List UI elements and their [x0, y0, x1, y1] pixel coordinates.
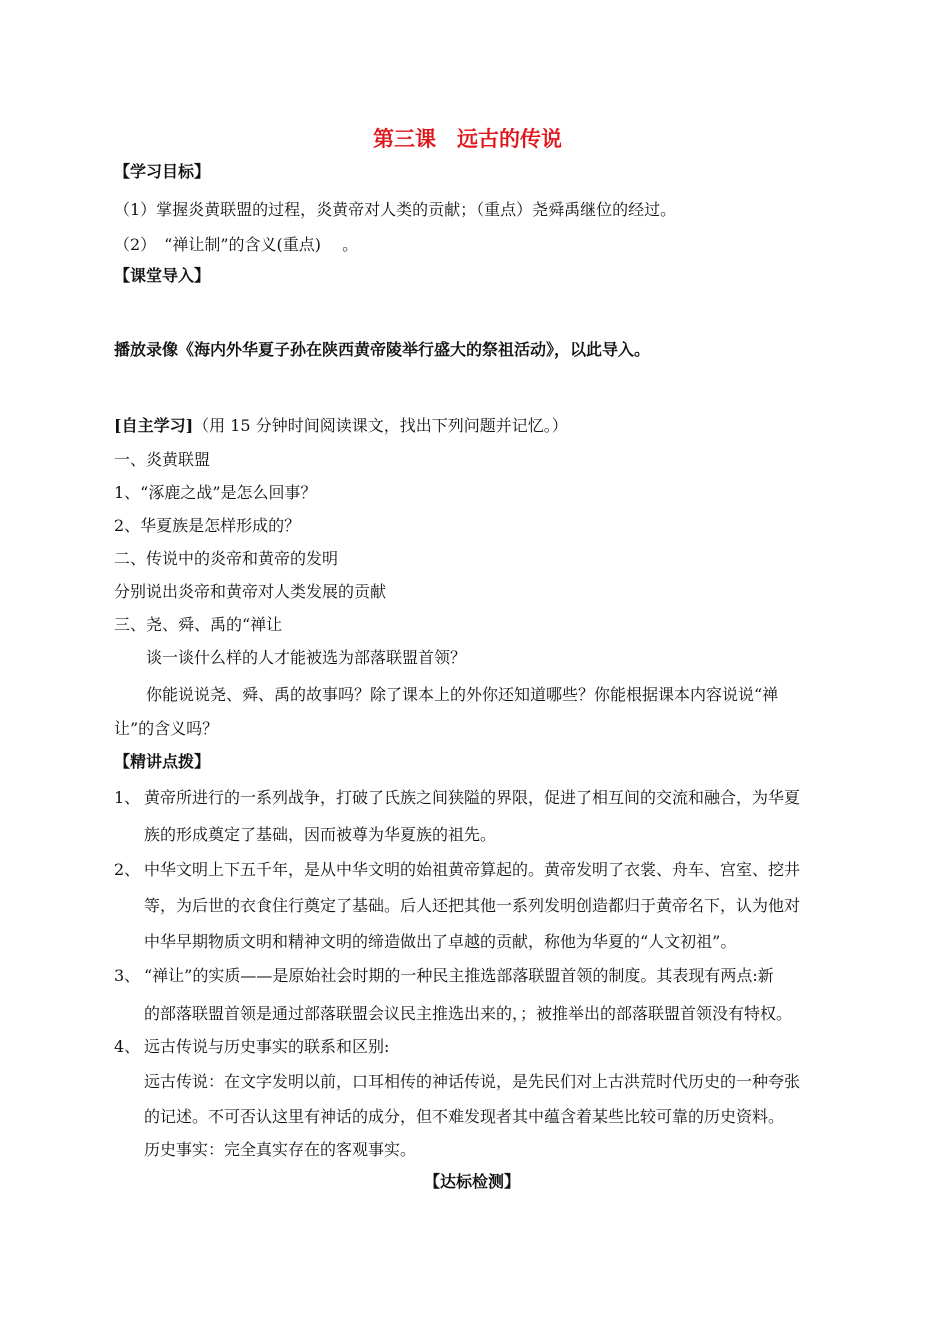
- key-point-line: 等，为后世的衣食住行奠定了基础。后人还把其他一系列发明创造都归于黄帝名下，认为他对: [144, 896, 801, 915]
- key-point-number: 4、: [114, 1037, 141, 1056]
- self-study-label: [自主学习]: [114, 416, 194, 435]
- page-title: 第三课 远古的传说: [373, 126, 562, 151]
- key-point-line: “禅让”的实质——是原始社会时期的一种民主推选部落联盟首领的制度。其表现有两点:新: [144, 966, 774, 985]
- key-point-number: 3、: [114, 966, 141, 985]
- intro-heading: 【课堂导入】: [114, 266, 211, 285]
- key-point-line: 远古传说：在文字发明以前，口耳相传的神话传说，是先民们对上古洪荒时代历史的一种夸张: [144, 1072, 801, 1091]
- self-study-line: 分别说出炎帝和黄帝对人类发展的贡献: [114, 582, 387, 601]
- self-study-line: 2、华夏族是怎样形成的？: [114, 516, 301, 535]
- assessment-heading: 【达标检测】: [424, 1172, 521, 1191]
- key-point-line: 族的形成奠定了基础，因而被尊为华夏族的祖先。: [144, 825, 497, 844]
- self-study-line: 1、“涿鹿之战”是怎么回事？: [114, 483, 317, 502]
- goal-line-2: （2） “禅让制”的含义(重点) 。: [114, 235, 359, 254]
- self-study-line: 让”的含义吗？: [114, 719, 219, 738]
- key-point-line: 中华早期物质文明和精神文明的缔造做出了卓越的贡献，称他为华夏的“人文初祖”。: [144, 932, 737, 951]
- key-point-line: 历史事实：完全真实存在的客观事实。: [144, 1140, 417, 1159]
- self-study-line: 一、炎黄联盟: [114, 450, 211, 469]
- key-point-number: 2、: [114, 860, 141, 879]
- key-point-line: 的部落联盟首领是通过部落联盟会议民主推选出来的，；被推举出的部落联盟首领没有特权。: [144, 1004, 793, 1023]
- self-study-line: 谈一谈什么样的人才能被选为部落联盟首领？: [146, 648, 467, 667]
- self-study-line: 你能说说尧、舜、禹的故事吗？除了课本上的外你还知道哪些？你能根据课本内容说说“禅: [146, 685, 779, 704]
- self-study-instruction: （用 15 分钟时间阅读课文，找出下列问题并记忆。）: [193, 416, 568, 435]
- goal-line-1: （1）掌握炎黄联盟的过程，炎黄帝对人类的贡献；（重点）尧舜禹继位的经过。: [114, 200, 677, 219]
- goals-heading: 【学习目标】: [114, 162, 211, 181]
- key-point-line: 黄帝所进行的一系列战争，打破了氏族之间狭隘的界限，促进了相互间的交流和融合，为华夏: [144, 788, 801, 807]
- self-study-line: 三、尧、舜、禹的“禅让: [114, 615, 283, 634]
- self-study-lead: [114, 416, 568, 436]
- key-point-line: 的记述。不可否认这里有神话的成分，但不难发现者其中蕴含着某些比较可靠的历史资料。: [144, 1107, 785, 1126]
- key-point-line: 远古传说与历史事实的联系和区别:: [144, 1037, 390, 1056]
- intro-text: 播放录像《海内外华夏子孙在陕西黄帝陵举行盛大的祭祖活动》，以此导入。: [114, 340, 651, 359]
- key-point-line: 中华文明上下五千年，是从中华文明的始祖黄帝算起的。黄帝发明了衣裳、舟车、宫室、挖井: [144, 860, 801, 879]
- self-study-line: 二、传说中的炎帝和黄帝的发明: [114, 549, 339, 568]
- key-points-heading: 【精讲点拨】: [114, 752, 211, 771]
- key-point-number: 1、: [114, 788, 141, 807]
